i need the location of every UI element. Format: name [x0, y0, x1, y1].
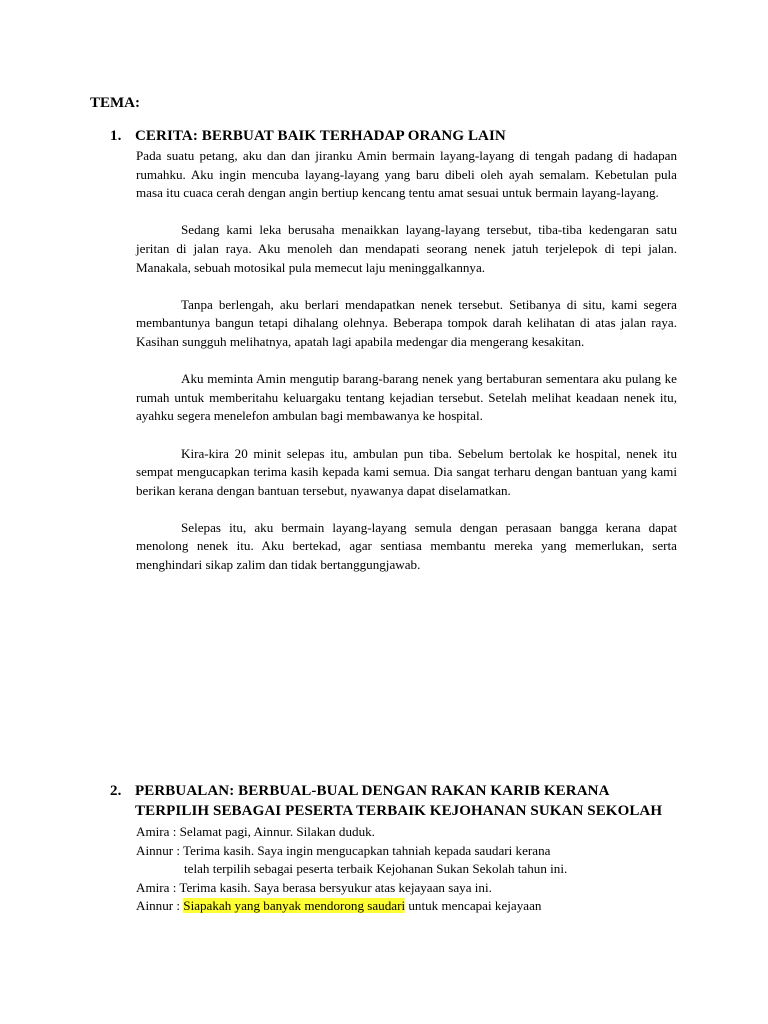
dialog-line-continuation [136, 860, 696, 879]
story-paragraph: Selepas itu, aku bermain layang-layang semula dengan perasaan bangga kerana dapat menolong nenek itu. Aku bertekad, agar sentiasa membantu mereka yang memerlukan, serta menghindari sikap zalim dan tidak bertanggungjawab. [136, 519, 677, 573]
section-2-title-line-1: PERBUALAN: BERBUAL-BUAL DENGAN RAKAN KARIB KERANA [135, 783, 610, 799]
section-2-title-line-2: TERPILIH SEBAGAI PESERTA TERBAIK KEJOHANAN SUKAN SEKOLAH [135, 803, 663, 819]
dialog-line [136, 823, 696, 842]
section-1-heading [110, 126, 690, 146]
story-paragraph: Tanpa berlengah, aku berlari mendapatkan nenek tersebut. Setibanya di situ, kami segera membantunya bangun tetapi dihalang olehnya. Beberapa tompok darah kelihatan di atas jalan raya. Kasihan sungguh melihatnya, apatah lagi apabila medengar dia mengerang kesakitan. [136, 296, 677, 349]
story-paragraph: Sedang kami leka berusaha menaikkan layang-layang tersebut, tiba-tiba kedengaran satu jeritan di jalan raya. Aku menoleh dan mendapati seorang nenek jatuh terjelepok di tepi jalan. Manakala, sebuah motosikal pula memecut laju meninggalkannya. [136, 222, 677, 275]
story-paragraph: Aku meminta Amin mengutip barang-barang nenek yang bertaburan sementara aku pulang ke rumah untuk memberitahu keluargaku tentang kejadian tersebut. Setelah melihat keadaan nenek itu, ayahku segera menelefon ambulan bagi membawanya ke hospital. [136, 371, 677, 424]
dialog-text: Terima kasih. Saya berasa bersyukur atas kejayaan saya ini. [179, 879, 492, 895]
dialog-text: telah terpilih sebagai peserta terbaik Kejohanan Sukan Sekolah tahun ini. [184, 861, 568, 877]
story-paragraph: Pada suatu petang, aku dan dan jiranku Amin bermain layang-layang di tengah padang di hadapan rumahku. Aku ingin mencuba layang-layang yang baru dibeli oleh ayah semalam. Kebetulan pula masa itu cuaca cerah dengan angin bertiup kencang tentu amat sesuai untuk bermain layang-layang. [136, 148, 677, 201]
section-1-title: CERITA: BERBUAT BAIK TERHADAP ORANG LAIN [135, 128, 506, 144]
theme-heading: TEMA: [90, 95, 140, 111]
dialog-line [136, 897, 696, 916]
dialog-text: untuk mencapai kejayaan [405, 898, 542, 914]
speaker-name: Ainnur : [136, 842, 184, 858]
section-2-heading [110, 781, 690, 821]
dialog-line [136, 842, 696, 861]
conversation [136, 823, 696, 916]
dialog-text: Terima kasih. Saya ingin mengucapkan tahniah kepada saudari kerana [183, 842, 551, 858]
dialog-line [136, 879, 696, 898]
story-paragraph: Kira-kira 20 minit selepas itu, ambulan pun tiba. Sebelum bertolak ke hospital, nenek itu sempat mengucapkan terima kasih kepada kami semua. Dia sangat terharu dengan bantuan yang kami berikan kerana dengan bantuan tersebut, nyawanya dapat diselamatkan. [136, 445, 677, 498]
speaker-name: Amira : [136, 879, 180, 895]
section-2-number: 2. [110, 783, 122, 799]
speaker-name: Amira : [136, 824, 180, 839]
dialog-text: Selamat pagi, Ainnur. Silakan duduk. [179, 824, 375, 839]
section-1-number: 1. [110, 128, 122, 144]
highlighted-text: Siapakah yang banyak mendorong saudari [183, 898, 406, 914]
speaker-name: Ainnur : [136, 898, 184, 914]
story-body [136, 147, 677, 575]
